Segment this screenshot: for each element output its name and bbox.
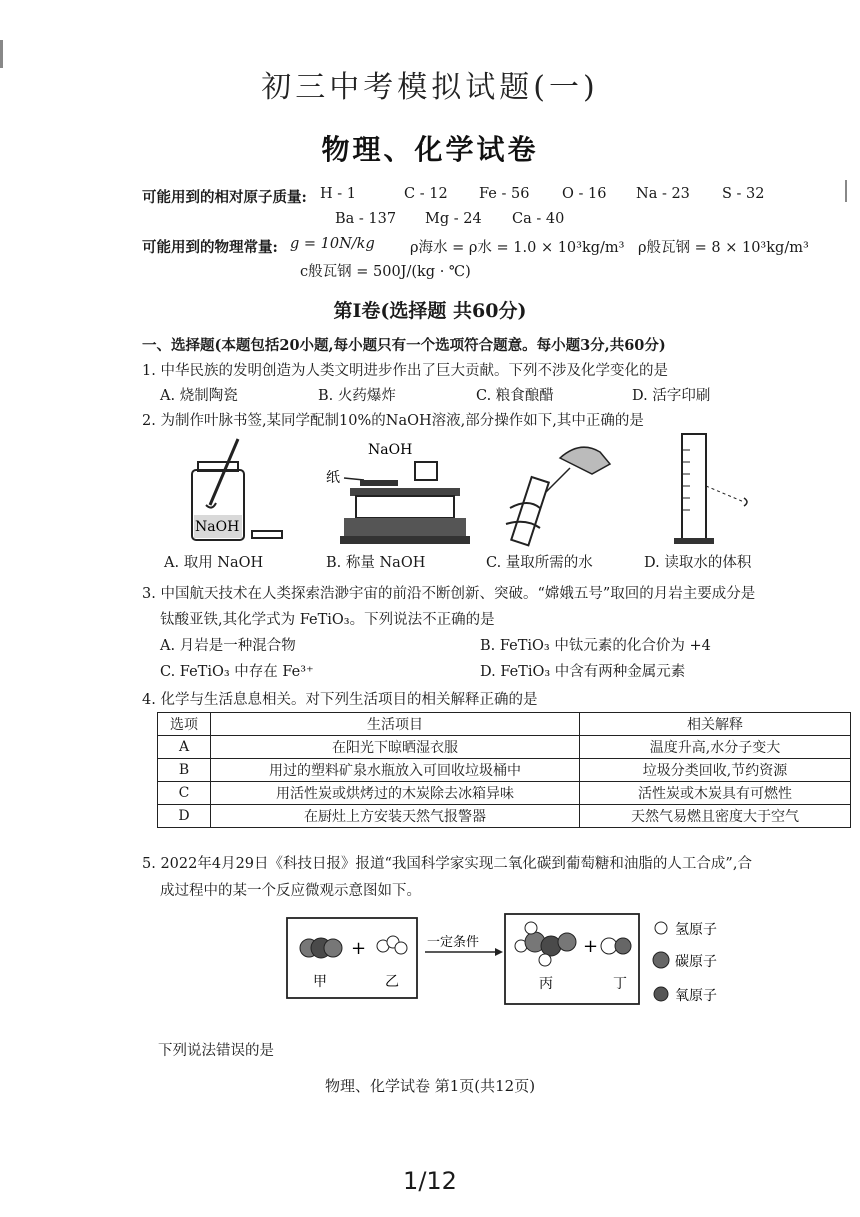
legend-carbon: 碳原子 — [675, 954, 717, 970]
q2-figure-c — [500, 438, 620, 550]
table-row — [158, 805, 851, 828]
table-cell-explanation: 活性炭或木炭具有可燃性 — [580, 782, 851, 805]
q2-option-c: C. 量取所需的水 — [486, 555, 593, 571]
table-cell-item: 用活性炭或烘烤过的木炭除去冰箱异味 — [211, 782, 580, 805]
table-cell-option: A — [158, 736, 211, 759]
part1-heading: 一、选择题(本题包括20小题,每小题只有一个选项符合题意。每小题3分,共60分) — [142, 337, 666, 354]
q5-label-ding: 丁 — [613, 976, 627, 992]
q5-followup: 下列说法错误的是 — [158, 1043, 274, 1059]
table-header-row — [158, 713, 851, 736]
table-cell-explanation: 垃圾分类回收,节约资源 — [580, 759, 851, 782]
q1-option-b: B. 火药爆炸 — [318, 388, 396, 404]
q2-option-b: B. 称量 NaOH — [326, 555, 426, 571]
q3-stem-line1: 3. 中国航天技术在人类探索浩渺宇宙的前沿不断创新、突破。“嫦娥五号”取回的月岩主要成分是 — [142, 586, 756, 602]
table-row — [158, 759, 851, 782]
physics-const-label: 可能用到的物理常量: — [142, 239, 278, 256]
atomic-mass-c: C - 12 — [404, 186, 448, 202]
section-title: 第Ⅰ卷(选择题 共60分) — [333, 300, 527, 322]
table-cell-item: 用过的塑料矿泉水瓶放入可回收垃圾桶中 — [211, 759, 580, 782]
table-cell-option: D — [158, 805, 211, 828]
q2-option-d: D. 读取水的体积 — [644, 555, 752, 571]
table-row — [158, 782, 851, 805]
q3-option-a: A. 月岩是一种混合物 — [160, 638, 296, 654]
table-header-explanation: 相关解释 — [580, 713, 851, 736]
q2-fig-naoh-label: NaOH — [368, 442, 413, 458]
q5-plus-right: + — [583, 936, 599, 957]
table-header-item: 生活项目 — [211, 713, 580, 736]
scan-edge-mark — [845, 180, 847, 202]
atomic-mass-label: 可能用到的相对原子质量: — [142, 189, 307, 206]
q3-stem-line2: 钛酸亚铁,其化学式为 FeTiO₃。下列说法不正确的是 — [160, 612, 495, 628]
q1-option-d: D. 活字印刷 — [632, 388, 711, 404]
q5-plus-left: + — [351, 938, 367, 959]
atomic-mass-mg: Mg - 24 — [425, 211, 482, 227]
legend-oxygen: 氧原子 — [675, 988, 717, 1004]
rho-steel-constant: ρ般瓦钢 = 8 × 10³kg/m³ — [638, 240, 809, 256]
q5-label-bing: 丙 — [539, 976, 553, 992]
q5-label-yi: 乙 — [385, 974, 399, 990]
q2-figure-d — [660, 430, 770, 550]
q4-stem: 4. 化学与生活息息相关。对下列生活项目的相关解释正确的是 — [142, 692, 538, 708]
atomic-mass-s: S - 32 — [722, 186, 765, 202]
q5-stem-line2: 成过程中的某一个反应微观示意图如下。 — [160, 883, 421, 899]
q2-fig-naoh-jar-label: NaOH — [195, 519, 240, 535]
q5-reaction-diagram — [283, 906, 753, 1012]
table-cell-option: B — [158, 759, 211, 782]
atomic-mass-o: O - 16 — [562, 186, 607, 202]
atomic-mass-na: Na - 23 — [636, 186, 690, 202]
legend-hydrogen: 氢原子 — [675, 922, 717, 938]
table-row — [158, 736, 851, 759]
table-cell-item: 在厨灶上方安装天然气报警器 — [211, 805, 580, 828]
q1-option-a: A. 烧制陶瓷 — [160, 388, 238, 404]
q2-figure-b — [320, 440, 480, 548]
q2-figure-a — [180, 435, 290, 547]
q3-option-b: B. FeTiO₃ 中钛元素的化合价为 +4 — [480, 638, 711, 654]
table-header-option: 选项 — [158, 713, 211, 736]
q5-label-jia: 甲 — [313, 974, 327, 990]
g-constant: g = 10N/kg — [290, 236, 375, 252]
table-cell-explanation: 温度升高,水分子变大 — [580, 736, 851, 759]
table-cell-explanation: 天然气易燃且密度大于空气 — [580, 805, 851, 828]
table-cell-option: C — [158, 782, 211, 805]
q2-option-a: A. 取用 NaOH — [164, 555, 264, 571]
atomic-mass-ba: Ba - 137 — [335, 211, 397, 227]
q1-option-c: C. 粮食酿醋 — [476, 388, 554, 404]
q1-stem: 1. 中华民族的发明创造为人类文明进步作出了巨大贡献。下列不涉及化学变化的是 — [142, 363, 668, 379]
q5-stem-line1: 5. 2022年4月29日《科技日报》报道“我国科学家实现二氧化碳到葡萄糖和油脂的人工合成”,合 — [142, 856, 752, 872]
atomic-mass-ca: Ca - 40 — [512, 211, 565, 227]
table-cell-item: 在阳光下晾晒湿衣服 — [211, 736, 580, 759]
rho-constant: ρ海水 = ρ水 = 1.0 × 10³kg/m³ — [410, 240, 625, 256]
q2-stem: 2. 为制作叶脉书签,某同学配制10%的NaOH溶液,部分操作如下,其中正确的是 — [142, 413, 644, 429]
page-indicator: 1/12 — [403, 1167, 457, 1195]
c-steel-constant: c般瓦钢 = 500J/(kg · ℃) — [300, 264, 471, 280]
atomic-mass-h: H - 1 — [320, 186, 356, 202]
q3-option-d: D. FeTiO₃ 中含有两种金属元素 — [480, 664, 686, 680]
q3-option-c: C. FeTiO₃ 中存在 Fe³⁺ — [160, 664, 314, 680]
q2-fig-paper-label: 纸 — [326, 470, 340, 486]
q5-condition: 一定条件 — [427, 935, 480, 950]
q4-table — [157, 712, 851, 828]
atomic-mass-fe: Fe - 56 — [479, 186, 530, 202]
exam-subtitle: 物理、化学试卷 — [321, 133, 539, 166]
page-footer: 物理、化学试卷 第1页(共12页) — [324, 1077, 536, 1095]
exam-title: 初三中考模拟试题(一) — [261, 70, 599, 105]
